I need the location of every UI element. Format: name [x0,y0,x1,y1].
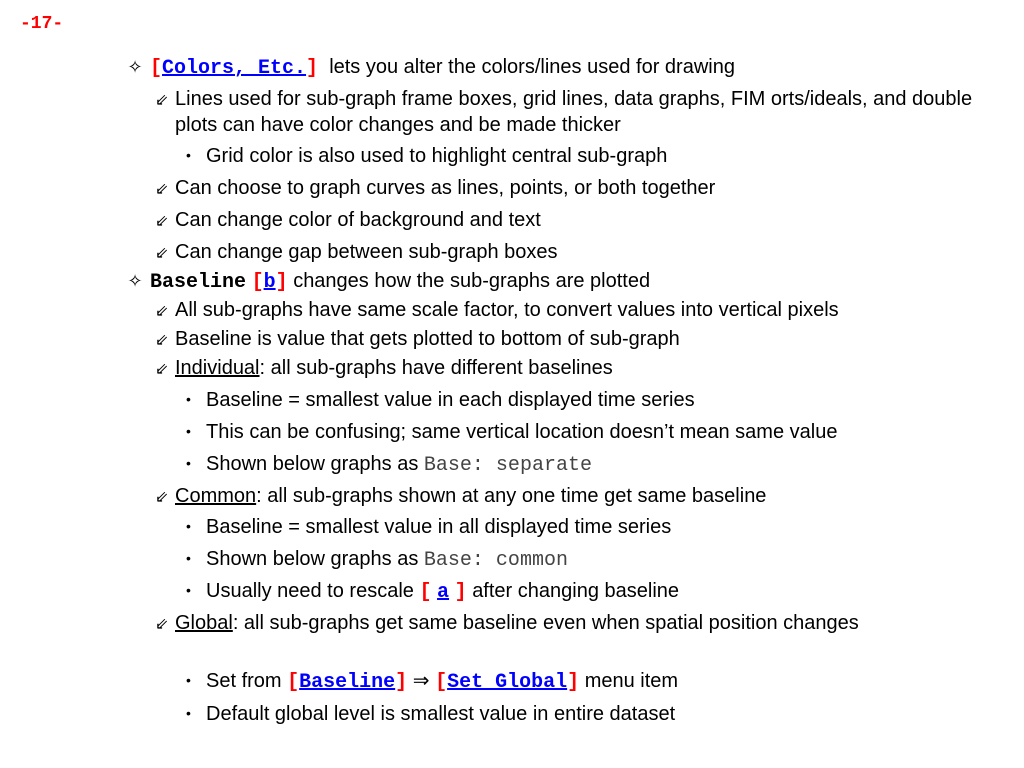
list-item-text: Can change color of background and text [175,209,541,231]
list-item-text: Usually need to rescale [206,580,414,602]
bullet-icon: • [186,147,191,163]
list-item [155,483,766,511]
list-item-text: lets you alter the colors/lines used for drawing [329,56,735,78]
list-item-text: Set from [206,670,282,692]
list-item-text: Lines used for sub-graph frame boxes, grid lines, data graphs, FIM orts/ideals, and double plots can have color changes and be made thicker [175,88,973,136]
list-item [155,610,985,638]
code-base-separate: Base: separate [423,454,592,477]
common-term: Common [175,485,257,507]
bracket-close: ] [275,271,288,294]
list-item-text: Can change gap between sub-graph boxes [175,241,558,263]
list-item-text: changes how the sub-graphs are plotted [293,270,651,292]
baseline-b-link[interactable]: b [263,271,276,294]
global-term: Global [175,612,233,634]
list-item-text: Baseline = smallest value in all displayed time series [206,516,672,538]
diamond-outline-icon: ✧ [127,271,143,291]
list-item-text: : all sub-graphs shown at any one time get same baseline [256,485,767,507]
list-item [155,207,541,235]
diamond-outline-icon: ✧ [127,57,143,77]
list-item-text: All sub-graphs have same scale factor, to convert values into vertical pixels [175,299,839,321]
arrow-down-left-icon: ⇙ [155,489,169,506]
bullet-icon: • [186,391,191,407]
set-global-link[interactable]: Set Global [447,671,568,694]
list-item [186,143,667,170]
list-item [186,514,671,541]
list-item [155,326,680,354]
bullet-icon: • [186,705,191,721]
bracket-close: ] [306,57,319,80]
bracket-open: [ [251,271,264,294]
list-item [186,668,678,696]
bullet-icon: • [186,672,191,688]
list-item-text: This can be confusing; same vertical location doesn’t mean same value [206,421,838,443]
implies-arrow-icon: ⇒ [412,670,430,692]
bracket-close: ] [395,671,408,694]
list-item-text: Baseline = smallest value in each displayed time series [206,389,695,411]
arrow-down-left-icon: ⇙ [155,303,169,320]
arrow-down-left-icon: ⇙ [155,181,169,198]
list-item-text [175,610,985,636]
bracket-open: [ [150,57,163,80]
bracket-open: [ [419,581,432,604]
list-item-text: Grid color is also used to highlight central sub-graph [206,145,668,167]
rescale-a-link[interactable]: a [437,581,450,604]
list-item [186,451,592,479]
baseline-menu-link[interactable]: Baseline [299,671,396,694]
arrow-down-left-icon: ⇙ [155,332,169,349]
list-item [120,268,650,296]
code-base-common: Base: common [423,549,568,572]
list-item-text: Shown below graphs as [206,548,419,570]
arrow-down-left-icon: ⇙ [155,616,169,633]
global-text: : all sub-graphs get same baseline even when spatial position changes [232,612,859,634]
list-item [186,546,568,574]
bracket-close: ] [454,581,467,604]
list-item [155,355,613,383]
list-item [186,419,837,446]
list-item-text: Baseline is value that gets plotted to bottom of sub-graph [175,328,680,350]
list-item-text: : all sub-graphs have different baselines [259,357,613,379]
list-item [186,387,695,414]
list-item-text: Default global level is smallest value in entire dataset [206,703,676,725]
arrow-down-left-icon: ⇙ [155,245,169,262]
list-item [155,297,839,325]
bullet-icon: • [186,582,191,598]
baseline-keyword: Baseline [150,271,247,294]
bracket-open: [ [287,671,300,694]
page-number: -17- [20,14,64,34]
bracket-open: [ [435,671,448,694]
list-item [155,175,715,203]
arrow-down-left-icon: ⇙ [155,361,169,378]
bullet-icon: • [186,423,191,439]
list-item [186,701,675,728]
bullet-icon: • [186,518,191,534]
bullet-icon: • [186,550,191,566]
list-item [155,86,985,138]
list-item-text: after changing baseline [472,580,680,602]
arrow-down-left-icon: ⇙ [155,213,169,230]
individual-term: Individual [175,357,260,379]
list-item-text: Shown below graphs as [206,453,419,475]
bullet-icon: • [186,455,191,471]
list-item-text: Can choose to graph curves as lines, points, or both together [175,177,716,199]
colors-etc-link[interactable]: Colors, Etc. [162,57,307,80]
arrow-down-left-icon: ⇙ [155,92,169,109]
list-item [186,578,679,606]
bracket-close: ] [567,671,580,694]
list-item [120,54,735,82]
list-item [155,239,558,267]
list-item-text: menu item [584,670,679,692]
